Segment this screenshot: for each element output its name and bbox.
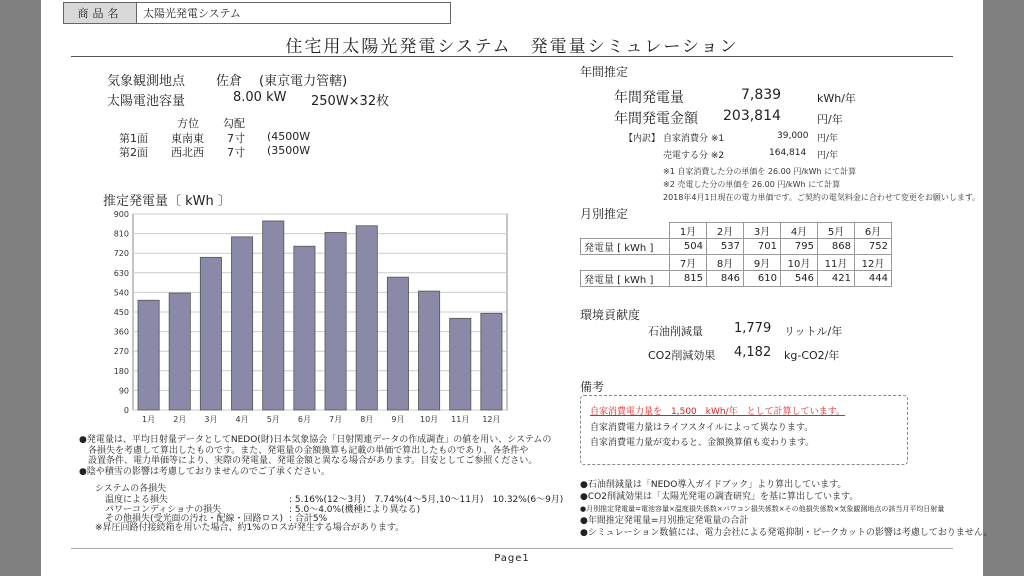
month-value: 504 [670,239,707,255]
annual-note: ※1 自家消費した分の単価を 26.00 円/kWh にて計算 [663,167,857,176]
loss-row-value: : 5.0〜4.0%(機種により異なる) [289,505,421,515]
oil-unit: リットル/年 [784,325,843,338]
month-header: 10月 [781,255,818,271]
co2-value: 4,182 [734,345,772,360]
month-header: 2月 [707,223,744,239]
chart-notes [79,435,551,477]
y-tick-label: 360 [113,327,129,337]
location-utility: (東京電力管轄) [259,74,348,89]
month-header: 4月 [781,223,818,239]
y-tick-label: 720 [113,249,129,259]
x-tick-label: 3月 [204,415,218,424]
x-tick-label: 11月 [451,415,470,424]
y-tick-label: 270 [113,347,129,357]
month-value: 444 [855,271,892,287]
face1-power: (4500W [267,130,311,143]
monthly-generation-chart [97,206,517,428]
x-tick-label: 4月 [235,415,249,424]
face2-name: 第2面 [119,146,148,159]
page-number: Page1 [494,553,530,564]
bar-12 [481,313,502,410]
self-consumption-label: 自家消費分 ※1 [663,134,725,144]
loss-heading: システムの各損失 [95,484,167,494]
annual-gen-unit: kWh/年 [817,92,856,105]
bar-2 [169,293,190,410]
loss-row-value: : 5.16%(12〜3月) 7.74%(4〜5月,10〜11月) 10.32%(6〜9月) [289,495,564,505]
chart-note-line: 設置条件、電力単価等により、実際の発電量、発電金額と異なる場合があります。目安としてご参照ください。 [79,456,538,466]
x-tick-label: 5月 [266,415,280,424]
y-tick-label: 450 [113,308,129,317]
month-header: 6月 [855,223,892,239]
month-header: 1月 [670,223,707,239]
chart-title: 推定発電量〔 kWh 〕 [103,194,231,209]
y-tick-label: 810 [113,229,129,239]
face2-power: (3500W [267,144,311,157]
month-value: 701 [744,239,781,255]
x-tick-label: 6月 [297,415,311,424]
bottom-note-line: ●月別推定発電量=電池容量×温度損失係数×パワコン損失係数×その他損失係数×気象観測地点の該当月平均日射量 [580,505,945,513]
bar-7 [325,233,346,410]
self-consumption-unit: 円/年 [817,134,839,144]
remarks-line: 自家消費電力量はライフスタイルによって異なります。 [590,423,814,433]
remarks-line-red: 自家消費電力量を 1,500 kWh/年 として計算しています。 [590,407,845,417]
bar-8 [356,226,377,410]
month-value: 846 [707,271,744,287]
month-header: 12月 [855,255,892,271]
y-tick-label: 180 [113,366,129,376]
x-tick-label: 1月 [142,415,156,424]
oil-label: 石油削減量 [648,325,703,338]
chart-note-line: 各損失を考慮して算出したものです。また、発電量の金額換算も記載の単価で算出したものであり、各条件や [79,445,529,456]
table-corner [581,255,670,271]
annual-heading: 年間推定 [580,65,629,79]
header-slope: 勾配 [223,117,245,130]
loss-row-label: その他損失(受光面の汚れ・配線・回路ロス) [105,514,284,524]
bar-11 [450,318,471,410]
y-tick-label: 630 [113,268,129,278]
face1-name: 第1面 [119,132,148,145]
annual-note: 2018年4月1日現在の電力単価です。ご契約の電気料金に合わせて変更をお願いします。 [663,193,981,202]
month-header: 3月 [744,223,781,239]
annual-gen-value: 7,839 [741,87,782,103]
annual-gen-label: 年間発電量 [614,90,684,106]
co2-unit: kg-CO2/年 [784,349,840,362]
sell-label: 売電する分 ※2 [663,151,725,161]
y-tick-label: 90 [118,386,129,396]
month-value: 610 [744,271,781,287]
bar-1 [138,300,159,410]
month-value: 546 [781,271,818,287]
bottom-note-line: ●CO2削減効果は「太陽光発電の調査研究」を基に算出しています。 [580,492,859,502]
env-heading: 環境貢献度 [580,308,641,322]
header-direction: 方位 [177,117,199,130]
product-value: 太陽光発電システム [143,7,241,20]
bottom-note-line: ●石油削減量は「NEDO導入ガイドブック」より算出しています。 [580,480,847,490]
month-value: 752 [855,239,892,255]
x-tick-label: 7月 [329,415,343,424]
x-tick-label: 8月 [360,415,374,424]
month-header: 8月 [707,255,744,271]
y-tick-label: 900 [113,210,129,219]
face2-direction: 西北西 [171,146,204,159]
month-value: 537 [707,239,744,255]
capacity-label: 太陽電池容量 [107,94,186,109]
self-consumption-value: 39,000 [777,131,809,141]
month-value: 868 [818,239,855,255]
document-page [41,0,993,576]
x-tick-label: 9月 [391,415,405,424]
loss-row-value: : 合計5% [289,514,328,524]
annual-amt-unit: 円/年 [817,113,843,126]
remarks-line: 自家消費電力量が変わると、金額換算値も変わります。 [590,438,815,448]
x-tick-label: 10月 [419,415,439,424]
capacity-panels: 250W×32枚 [311,94,390,109]
capacity-value: 8.00 kW [233,90,287,105]
row-label: 発電量 [ kWh ] [581,271,670,287]
month-header: 11月 [818,255,855,271]
footer-divider [71,548,953,549]
table-corner [581,223,670,239]
bar-9 [387,277,408,410]
loss-row-label: 温度による損失 [105,495,169,505]
month-header: 9月 [744,255,781,271]
month-header: 5月 [818,223,855,239]
loss-note: ※昇圧回路付接続箱を用いた場合、約1%のロスが発生する場合があります。 [95,523,405,533]
page-title: 住宅用太陽光発電システム 発電量シミュレーション [285,37,739,57]
remarks-heading: 備考 [580,380,605,394]
chart-note-line: ●発電量は、平均日射量データとしてNEDO(財)日本気象協会「日射関連データの作成調査」の値を用い、システムの [79,435,552,445]
face1-direction: 東南東 [171,132,204,145]
oil-value: 1,779 [734,321,772,336]
product-label: 商品名 [64,3,137,23]
sell-value: 164,814 [769,148,807,158]
y-tick-label: 540 [113,288,129,298]
annual-note: ※2 売電した分の単価を 26.00 円/kWh にて計算 [663,180,841,189]
month-header: 7月 [670,255,707,271]
row-label: 発電量 [ kWh ] [581,239,670,255]
bar-10 [418,291,439,410]
location-city: 佐倉 [216,74,243,89]
monthly-heading: 月別推定 [580,207,629,221]
bar-6 [294,246,315,410]
x-tick-label: 12月 [482,415,501,424]
annual-amt-label: 年間発電金額 [614,111,698,127]
chart-note-line: ●陰や積雪の影響は考慮しておりませんのでご了承ください。 [79,466,330,477]
bar-3 [200,257,221,410]
bottom-notes [580,479,992,539]
face2-slope: 7寸 [227,146,245,159]
month-value: 815 [670,271,707,287]
bar-5 [263,221,284,410]
title-divider [71,56,953,57]
x-tick-label: 2月 [173,415,187,424]
y-tick-label: 0 [123,406,129,415]
face1-slope: 7寸 [227,132,245,145]
location-label: 気象観測地点 [107,74,186,89]
monthly-table [580,222,892,287]
bottom-note-line: ●シミュレーション数値には、電力会社による発電抑制・ピークカットの影響は考慮しておりません。 [580,528,993,538]
month-value: 795 [781,239,818,255]
month-value: 421 [818,271,855,287]
loss-row-label: パワーコンディショナの損失 [105,505,222,515]
co2-label: CO2削減効果 [648,349,716,362]
product-name-box [63,2,451,24]
sell-unit: 円/年 [817,151,839,161]
bottom-note-line: ●年間推定発電量=月別推定発電量の合計 [580,516,749,526]
bar-4 [231,237,252,410]
breakdown-tag: 【内訳】 [624,134,661,144]
annual-amt-value: 203,814 [723,108,781,124]
